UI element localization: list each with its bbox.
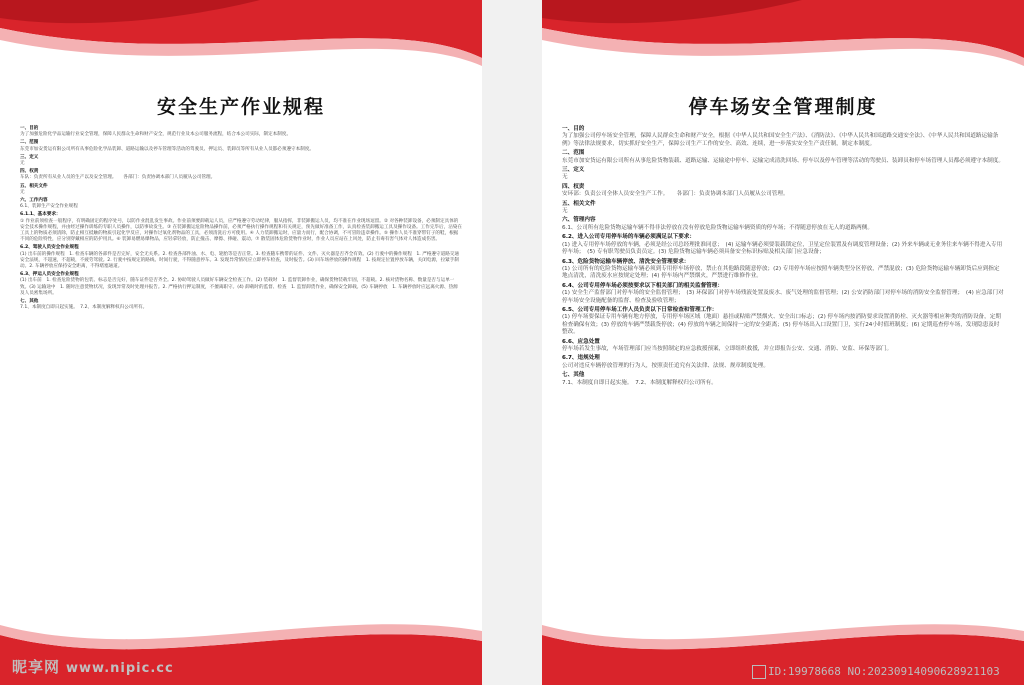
section-text: 东莞市加安货运有限公司所有从事危险化学品装卸、道路运输以及停车管理等活动的驾驶员、押运员、装卸员等所有从业人员都必须遵守本制度。 xyxy=(20,146,315,152)
section-heading: 6.2、驾驶人员安全作业规程 xyxy=(20,245,79,251)
section-text: 无 xyxy=(20,189,25,195)
section-heading: 二、范围 xyxy=(20,140,39,146)
section-text: (1) 出车前的操作规程 1. 检查车辆的各部件是否完好，安全无关系。2. 检查各部件油、水、电、轮胎等是否正常。3. 检查随车携带的证件、文件、灭火器是否齐全有效。(2) 行驶中的操作规程 1. 严格遵守道路交通安全法规，不超速，不超载，不疲劳驾驶。2. 行驶中按规定的路线、时间行驶，不得随意停车。3. 发现异常情况应立即停车检查，及时报告。(3) 回车场停放的操作规程 1. 按规定位置停放车辆，关闭电源，拉紧手制动。2. 车辆停放应保持安全距离，不得堵塞通道。 xyxy=(20,251,459,270)
section-text: 无 xyxy=(20,161,25,167)
section-heading: 四、权责 xyxy=(20,169,39,175)
section-heading: 一、目的 xyxy=(20,126,39,131)
section-text: 7.1、本制度自即日起实施。 7.2、本制度解释权归公司所有。 xyxy=(562,379,717,386)
section-heading: 六、管理内容 xyxy=(562,217,596,224)
section-heading: 6.6、应急处置 xyxy=(562,338,600,345)
section-text: 7.1、本制度自即日起实施。 7.2、本制度解释权归公司所有。 xyxy=(20,305,148,311)
section-heading: 六、工作内容 xyxy=(20,198,48,204)
section-heading: 6.2、进入公司专用停车场的车辆必须满足以下要求： xyxy=(562,234,695,241)
section-heading: 四、权责 xyxy=(562,183,585,190)
section-heading: 6.5、公司专用停车场工作人员负责以下日常检查和管理工作： xyxy=(562,306,718,313)
section-heading: 三、定义 xyxy=(562,167,585,174)
top-swoosh-decoration xyxy=(542,0,1024,80)
section-text: (1) 进入专用停车场停放的车辆，必须是经公司总经理批准同意； (4) 运输车辆必须要装载锁定位，卫星定位装置及有调度管理设备；(2) 外来车辆或无业务往来车辆不得进入专用停车场； (5) 专有职驾驶员负责员定。(3) 危险货物运输车辆必须具备安全标识标贴及相关部门应急设备； xyxy=(562,241,1003,256)
document-body xyxy=(562,124,1004,387)
section-heading: 七、其他 xyxy=(562,372,585,379)
right-poster xyxy=(542,0,1024,685)
section-text: 为了加强危险化学品运输行业安全管理，保障人民群众生命和财产安全，规范行业及本公司服务流程，结合本公司实际，制定本制度。 xyxy=(20,132,292,138)
watermark-url: www.nipic.cc xyxy=(66,661,174,676)
watermark-logo-icon xyxy=(752,665,766,679)
section-heading: 6.4、公司专用停车场必须按要求以下相关部门的相关监督管理： xyxy=(562,282,723,289)
left-poster xyxy=(0,0,482,685)
section-text: 安环部：负责公司全体人员安全生产工作。 各部门：负责协调本部门人员履从公司管理。 xyxy=(562,191,789,198)
top-swoosh-decoration xyxy=(0,0,482,80)
document-title: 安全生产作业规程 xyxy=(156,96,325,118)
section-heading: 6.3、押运人员安全作业规程 xyxy=(20,272,79,278)
section-heading: 6.3、危险货物运输车辆停放、清洗安全管理要求： xyxy=(562,258,690,265)
section-text: (1) 出车前 1. 检查危险货物的包装、标志是否完好，随车证件是否齐全。2. 协助驾驶人员做好车辆安全检查工作。(2) 装载时 1. 监督装卸作业，确保货物装载牢固，不超载。2. 核对货物名称、数量是否与运单一致。(3) 运输途中 1. 随时注意货物状况，发现异常及时处理并报告。2. 严格执行押运制度，不擅离职守。(4) 卸载时的监督、检查 1. 监督卸货作业，确保安全卸载。(5) 车辆停放 1. 车辆停放时应远离火源、热源及人员密集场所。 xyxy=(20,278,458,296)
section-text: ① 作业前须检查一般程序，有明确固定的程序处号，以防作业混乱发生事故。作业前须要卸载运人员，应严格遵守劳动纪律，服从指挥，非装卸搬运人员，均不准在作业现场逗留。② 对各种装卸设备，必须制定具体的安全技术操作规程，并由经过操作训练的专职人员操作，以防事故发生。③ 在装卸搬运危险物品操作前，必须严格执行操作规程和有关规定，预先做好准备工作，认真检查装卸搬运工具及操作设备。工作完毕后，沾染在工具上的物质必须清除，防止相互抵触的物质引起化学反应，对操作过氧化剂物品的工具，必须清洗后方可使用。④ 人力装卸搬运时，应量力而行，配合协调，不可冒险违章操作。⑤ 操作人员不准穿带钉子的鞋，根据不同的危险特性，应分别穿戴相应的防护用具。⑥ 装卸易燃易爆物品，应轻拿轻放，防止撞击、摩擦、摔碰、震动。⑦ 散装固体危险货物作业时，作业人员应站在上风处，防止有毒有害气体对人体造成伤害。 xyxy=(20,218,462,243)
watermark-id: ID:19978668 NO:20230914090628921103 xyxy=(752,665,1000,679)
section-heading: 五、相关文件 xyxy=(562,200,596,207)
document-body xyxy=(20,124,462,311)
section-text: (1) 停车场要保证专用车辆有地方停放，专用停车场区域（地面）悬挂或粘贴严禁烟火、安全出口标志；(2) 停车场内按消防要求设置消防栓、灭火器等相应种类的消防设备，定期检查确保有效；(3) 停放的车辆严禁载货停放；(4) 停放的车辆之间保持一定的安全距离；(5) 停车场出入口设置门卫，实行24小时值班制度；(6) 定期巡查停车场，发现隐患及时整改。 xyxy=(562,314,1001,336)
section-text: 公司对违反车辆停放管理的行为人，按照责任追究有关法律、法规、规章制度处理。 xyxy=(562,362,769,369)
section-text: 无 xyxy=(562,174,568,181)
document-title: 停车场安全管理制度 xyxy=(688,96,878,118)
section-text: 无 xyxy=(562,208,568,215)
section-text: (1) 公司所有的危险货物运输车辆必须到专用停车场停放，禁止在其他路段随意停放；(2) 专用停车场应按照车辆类型分区停放，严禁混放；(3) 危险货物运输车辆卸货后应到指定地点清洗，清洗废水应按规定处理；(4) 停车场内严禁烟火，严禁进行维修作业。 xyxy=(562,265,1000,280)
section-heading: 二、范围 xyxy=(562,150,585,157)
section-text: 东莞市加安货运有限公司所有从事危险货物装载、道路运输、运输途中停车、运输完成清洗回场、停车以及停车管理等活动的驾驶员、装卸员和停车场管理人员都必须遵守本制度。 xyxy=(562,157,1004,164)
section-heading: 6.1.1、基本要求： xyxy=(20,212,61,218)
section-text: 车队：负责所有从业人员的生产以及安全管理。 各部门：负责协调本部门人员履从公司管理。 xyxy=(20,175,216,181)
section-heading: 五、相关文件 xyxy=(20,183,48,189)
section-heading: 6.7、违规处理 xyxy=(562,355,600,362)
watermark-site: 昵享网 www.nipic.cc xyxy=(12,658,174,676)
section-heading: 三、定义 xyxy=(20,154,39,160)
section-heading: 一、目的 xyxy=(562,126,585,132)
section-text: 6.1、公司所有危险货物运输车辆不得非法停放在没有停放危险货物运输车辆资质的停车场；不得随意停放在无人的道路两侧。 xyxy=(562,224,873,231)
section-text: (1) 安全生产监督部门对停车场的安全监督管理； (3) 环保部门对停车场残液处置及废水、废气处理的监督管理；(2) 公安消防部门对停车场的消防安全监督管理； (4) 应急部门对停车场安全设施配备的监督、检查及验收管理； xyxy=(562,290,1004,304)
section-text: 为了加强公司停车场安全管理，保障人民群众生命和财产安全，根据《中华人民共和国安全生产法》、《消防法》、《中华人民共和国道路交通安全法》、《中华人民共和国道路运输条例》等法律法规要求，切实抓好安全生产，保障公司生产工作的安全、高效、连续，进一步落实安全生产责任制，制定本制度。 xyxy=(562,133,999,147)
section-text: 停车场若发生事故，车场管理部门应当按照制定的应急救援预案，立即组织救援，并立即报告公安、交通、消防、安监、环保等部门。 xyxy=(562,345,893,352)
section-heading: 七、其他 xyxy=(20,299,39,305)
section-text: 6.1、装卸生产安全作业规程 xyxy=(20,204,78,210)
